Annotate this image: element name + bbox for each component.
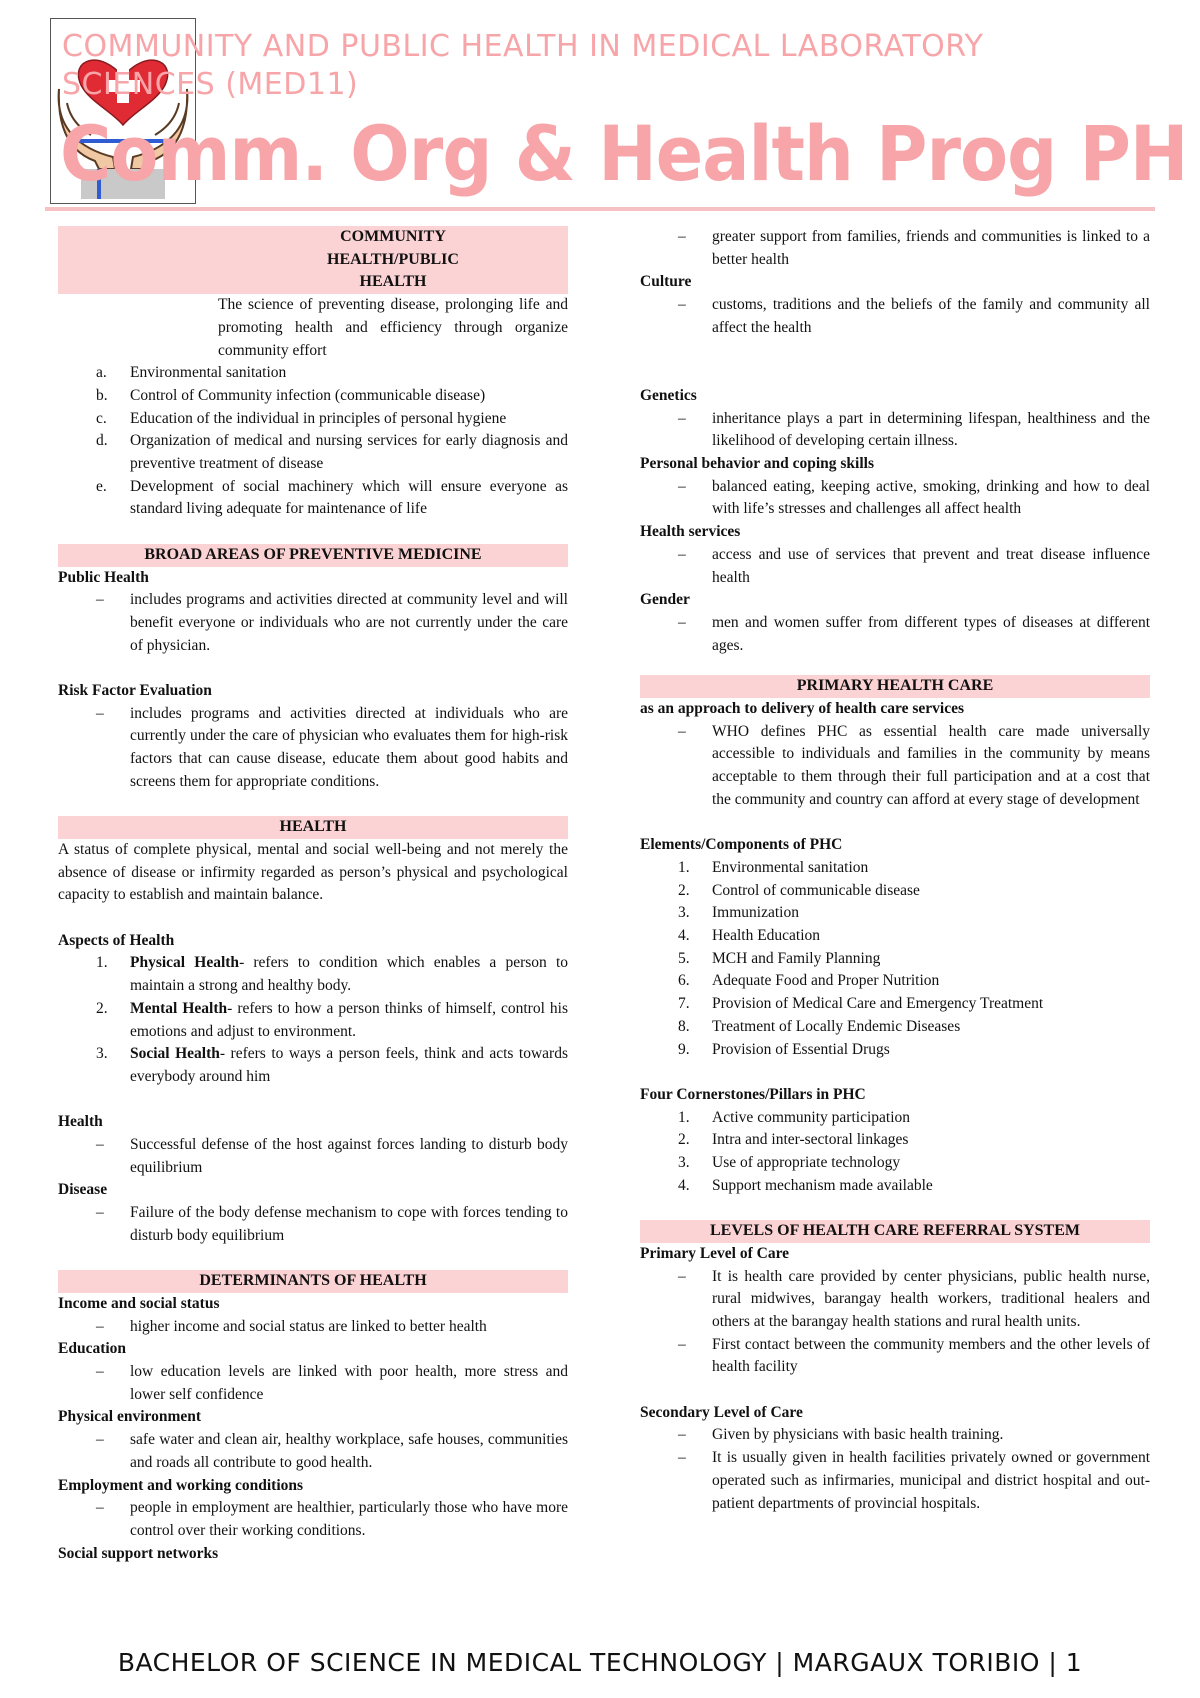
list-item: – people in employment are healthier, particularly those who have more control over their working conditions. bbox=[58, 1497, 568, 1542]
list-item: – men and women suffer from different types of diseases at different ages. bbox=[640, 612, 1150, 657]
determinant-heading: Physical environment bbox=[58, 1408, 202, 1426]
list-item: – Given by physicians with basic health training. bbox=[640, 1424, 1150, 1447]
list-item: – higher income and social status are linked to better health bbox=[58, 1316, 568, 1339]
determinant-heading: Education bbox=[58, 1340, 127, 1358]
list-item: – customs, traditions and the beliefs of the family and community all affect the health bbox=[640, 294, 1150, 339]
list-item: – includes programs and activities directed at community level and will benefit everyone or individuals who are not currently under the care of physician. bbox=[58, 589, 568, 657]
phc-pillars-heading: Four Cornerstones/Pillars in PHC bbox=[640, 1085, 866, 1103]
page-footer: BACHELOR OF SCIENCE IN MEDICAL TECHNOLOGY | MARGAUX TORIBIO | 1 bbox=[117, 1648, 1083, 1677]
list-item: – First contact between the community members and the other levels of health facility bbox=[640, 1334, 1150, 1379]
secondary-level-heading: Secondary Level of Care bbox=[640, 1403, 803, 1421]
list-item: – Failure of the body defense mechanism to cope with forces tending to disturb body equilibrium bbox=[58, 1202, 568, 1247]
list-item: 7. Provision of Medical Care and Emergency Treatment bbox=[678, 995, 1044, 1013]
list-item: 3. Social Health- refers to ways a person feels, think and acts towards everybody around him bbox=[96, 1045, 568, 1085]
list-item: e. Development of social machinery which will ensure everyone as standard living adequate for maintenance of life bbox=[96, 477, 568, 518]
primary-level-heading: Primary Level of Care bbox=[640, 1244, 790, 1262]
aspects-heading: Aspects of Health bbox=[58, 931, 175, 949]
determinant-heading: Social support networks bbox=[58, 1544, 219, 1562]
list-item: 5. MCH and Family Planning bbox=[678, 949, 881, 967]
determinant-heading: Income and social status bbox=[58, 1294, 220, 1312]
public-health-heading: Public Health bbox=[58, 568, 149, 586]
list-item: – greater support from families, friends and communities is linked to a better health bbox=[640, 226, 1150, 271]
section-heading-primary-health-care: PRIMARY HEALTH CARE bbox=[640, 675, 1150, 698]
risk-factor-heading: Risk Factor Evaluation bbox=[58, 682, 212, 700]
list-item: – safe water and clean air, healthy workplace, safe houses, communities and roads all contribute to good health. bbox=[58, 1429, 568, 1474]
community-health-definition: The science of preventing disease, prolonging life and promoting health and efficiency through organize community effort bbox=[218, 296, 568, 359]
topic-title: Comm. Org & Health Prog PH bbox=[60, 110, 1188, 199]
list-item: 2. Intra and inter-sectoral linkages bbox=[678, 1131, 909, 1149]
list-item: 4. Support mechanism made available bbox=[678, 1176, 933, 1194]
list-item: – inheritance plays a part in determining lifespan, healthiness and the likelihood of developing certain illness. bbox=[640, 408, 1150, 453]
determinant-heading: Employment and working conditions bbox=[58, 1476, 304, 1494]
list-item: – It is health care provided by center physicians, public health nurse, rural midwives, barangay health workers, traditional healers and others at the barangay health stations and rural health units. bbox=[640, 1266, 1150, 1334]
left-column bbox=[58, 226, 568, 1565]
phc-approach-heading: as an approach to delivery of health care services bbox=[640, 700, 965, 718]
list-item: 6. Adequate Food and Proper Nutrition bbox=[678, 972, 940, 990]
determinant-heading: Culture bbox=[640, 273, 692, 291]
list-item: – low education levels are linked with poor health, more stress and lower self confidence bbox=[58, 1361, 568, 1406]
list-item: 3. Immunization bbox=[678, 904, 799, 922]
section-heading-health: HEALTH bbox=[58, 816, 568, 839]
list-item: – It is usually given in health facilities privately owned or government operated such as infirmaries, municipal and district hospital and out-patient departments of provincial hospitals. bbox=[640, 1447, 1150, 1515]
list-item: c. Education of the individual in principles of personal hygiene bbox=[96, 409, 507, 427]
section-heading-community-health: COMMUNITY HEALTH/PUBLIC HEALTH bbox=[58, 226, 568, 294]
section-heading-referral-system: LEVELS OF HEALTH CARE REFERRAL SYSTEM bbox=[640, 1220, 1150, 1243]
section-heading-preventive-medicine: BROAD AREAS OF PREVENTIVE MEDICINE bbox=[58, 544, 568, 567]
phc-elements-heading: Elements/Components of PHC bbox=[640, 836, 843, 854]
community-health-list bbox=[58, 362, 568, 521]
list-item: 2. Control of communicable disease bbox=[678, 881, 920, 899]
list-item: 2. Mental Health- refers to how a person thinks of himself, control his emotions and adjust to environment. bbox=[96, 999, 568, 1040]
header-divider bbox=[45, 207, 1155, 211]
right-column bbox=[640, 226, 1150, 1515]
list-item: 9. Provision of Essential Drugs bbox=[678, 1040, 890, 1058]
determinant-heading: Personal behavior and coping skills bbox=[640, 455, 874, 472]
determinant-heading: Genetics bbox=[640, 386, 697, 404]
disease-heading: Disease bbox=[58, 1181, 108, 1199]
list-item: – access and use of services that prevent and treat disease influence health bbox=[640, 544, 1150, 589]
list-item: 1. Environmental sanitation bbox=[678, 858, 869, 876]
list-item: 3. Use of appropriate technology bbox=[678, 1154, 901, 1172]
determinant-heading: Gender bbox=[640, 591, 690, 609]
list-item: 4. Health Education bbox=[678, 927, 821, 945]
health-definition: A status of complete physical, mental and social well-being and not merely the absence of disease or infirmity regarded as person’s physical and psychological capacity to establish and maintain balance. bbox=[58, 840, 568, 904]
list-item: 1. Physical Health- refers to condition which enables a person to maintain a strong and healthy body. bbox=[96, 954, 568, 995]
list-item: – includes programs and activities directed at individuals who are currently under the care of physician who evaluates them for high-risk factors that can cause disease, educate them about good habits and screens them for appropriate conditions. bbox=[58, 703, 568, 794]
list-item: b. Control of Community infection (communicable disease) bbox=[96, 386, 486, 404]
list-item: – Successful defense of the host against forces landing to disturb body equilibrium bbox=[58, 1134, 568, 1179]
list-item: 8. Treatment of Locally Endemic Diseases bbox=[678, 1017, 961, 1035]
determinant-heading: Health services bbox=[640, 523, 741, 541]
health-heading: Health bbox=[58, 1113, 103, 1131]
list-item: 1. Active community participation bbox=[678, 1108, 911, 1126]
aspects-list bbox=[58, 952, 568, 1088]
list-item: – balanced eating, keeping active, smoking, drinking and how to deal with life’s stresses and challenges all affect health bbox=[640, 476, 1150, 521]
list-item: – WHO defines PHC as essential health care made universally accessible to individuals and families in the community by means acceptable to them through their full participation and at a cost that the community and country can afford at every stage of development bbox=[640, 721, 1150, 812]
page-header bbox=[0, 0, 1200, 220]
section-heading-determinants: DETERMINANTS OF HEALTH bbox=[58, 1270, 568, 1293]
phc-elements-list bbox=[640, 857, 1150, 1061]
list-item: d. Organization of medical and nursing services for early diagnosis and preventive treatment of disease bbox=[96, 432, 568, 473]
course-title: COMMUNITY AND PUBLIC HEALTH IN MEDICAL LABORATORY SCIENCES (MED11) bbox=[62, 29, 984, 102]
list-item: a. Environmental sanitation bbox=[96, 364, 287, 382]
phc-pillars-list bbox=[640, 1107, 1150, 1198]
